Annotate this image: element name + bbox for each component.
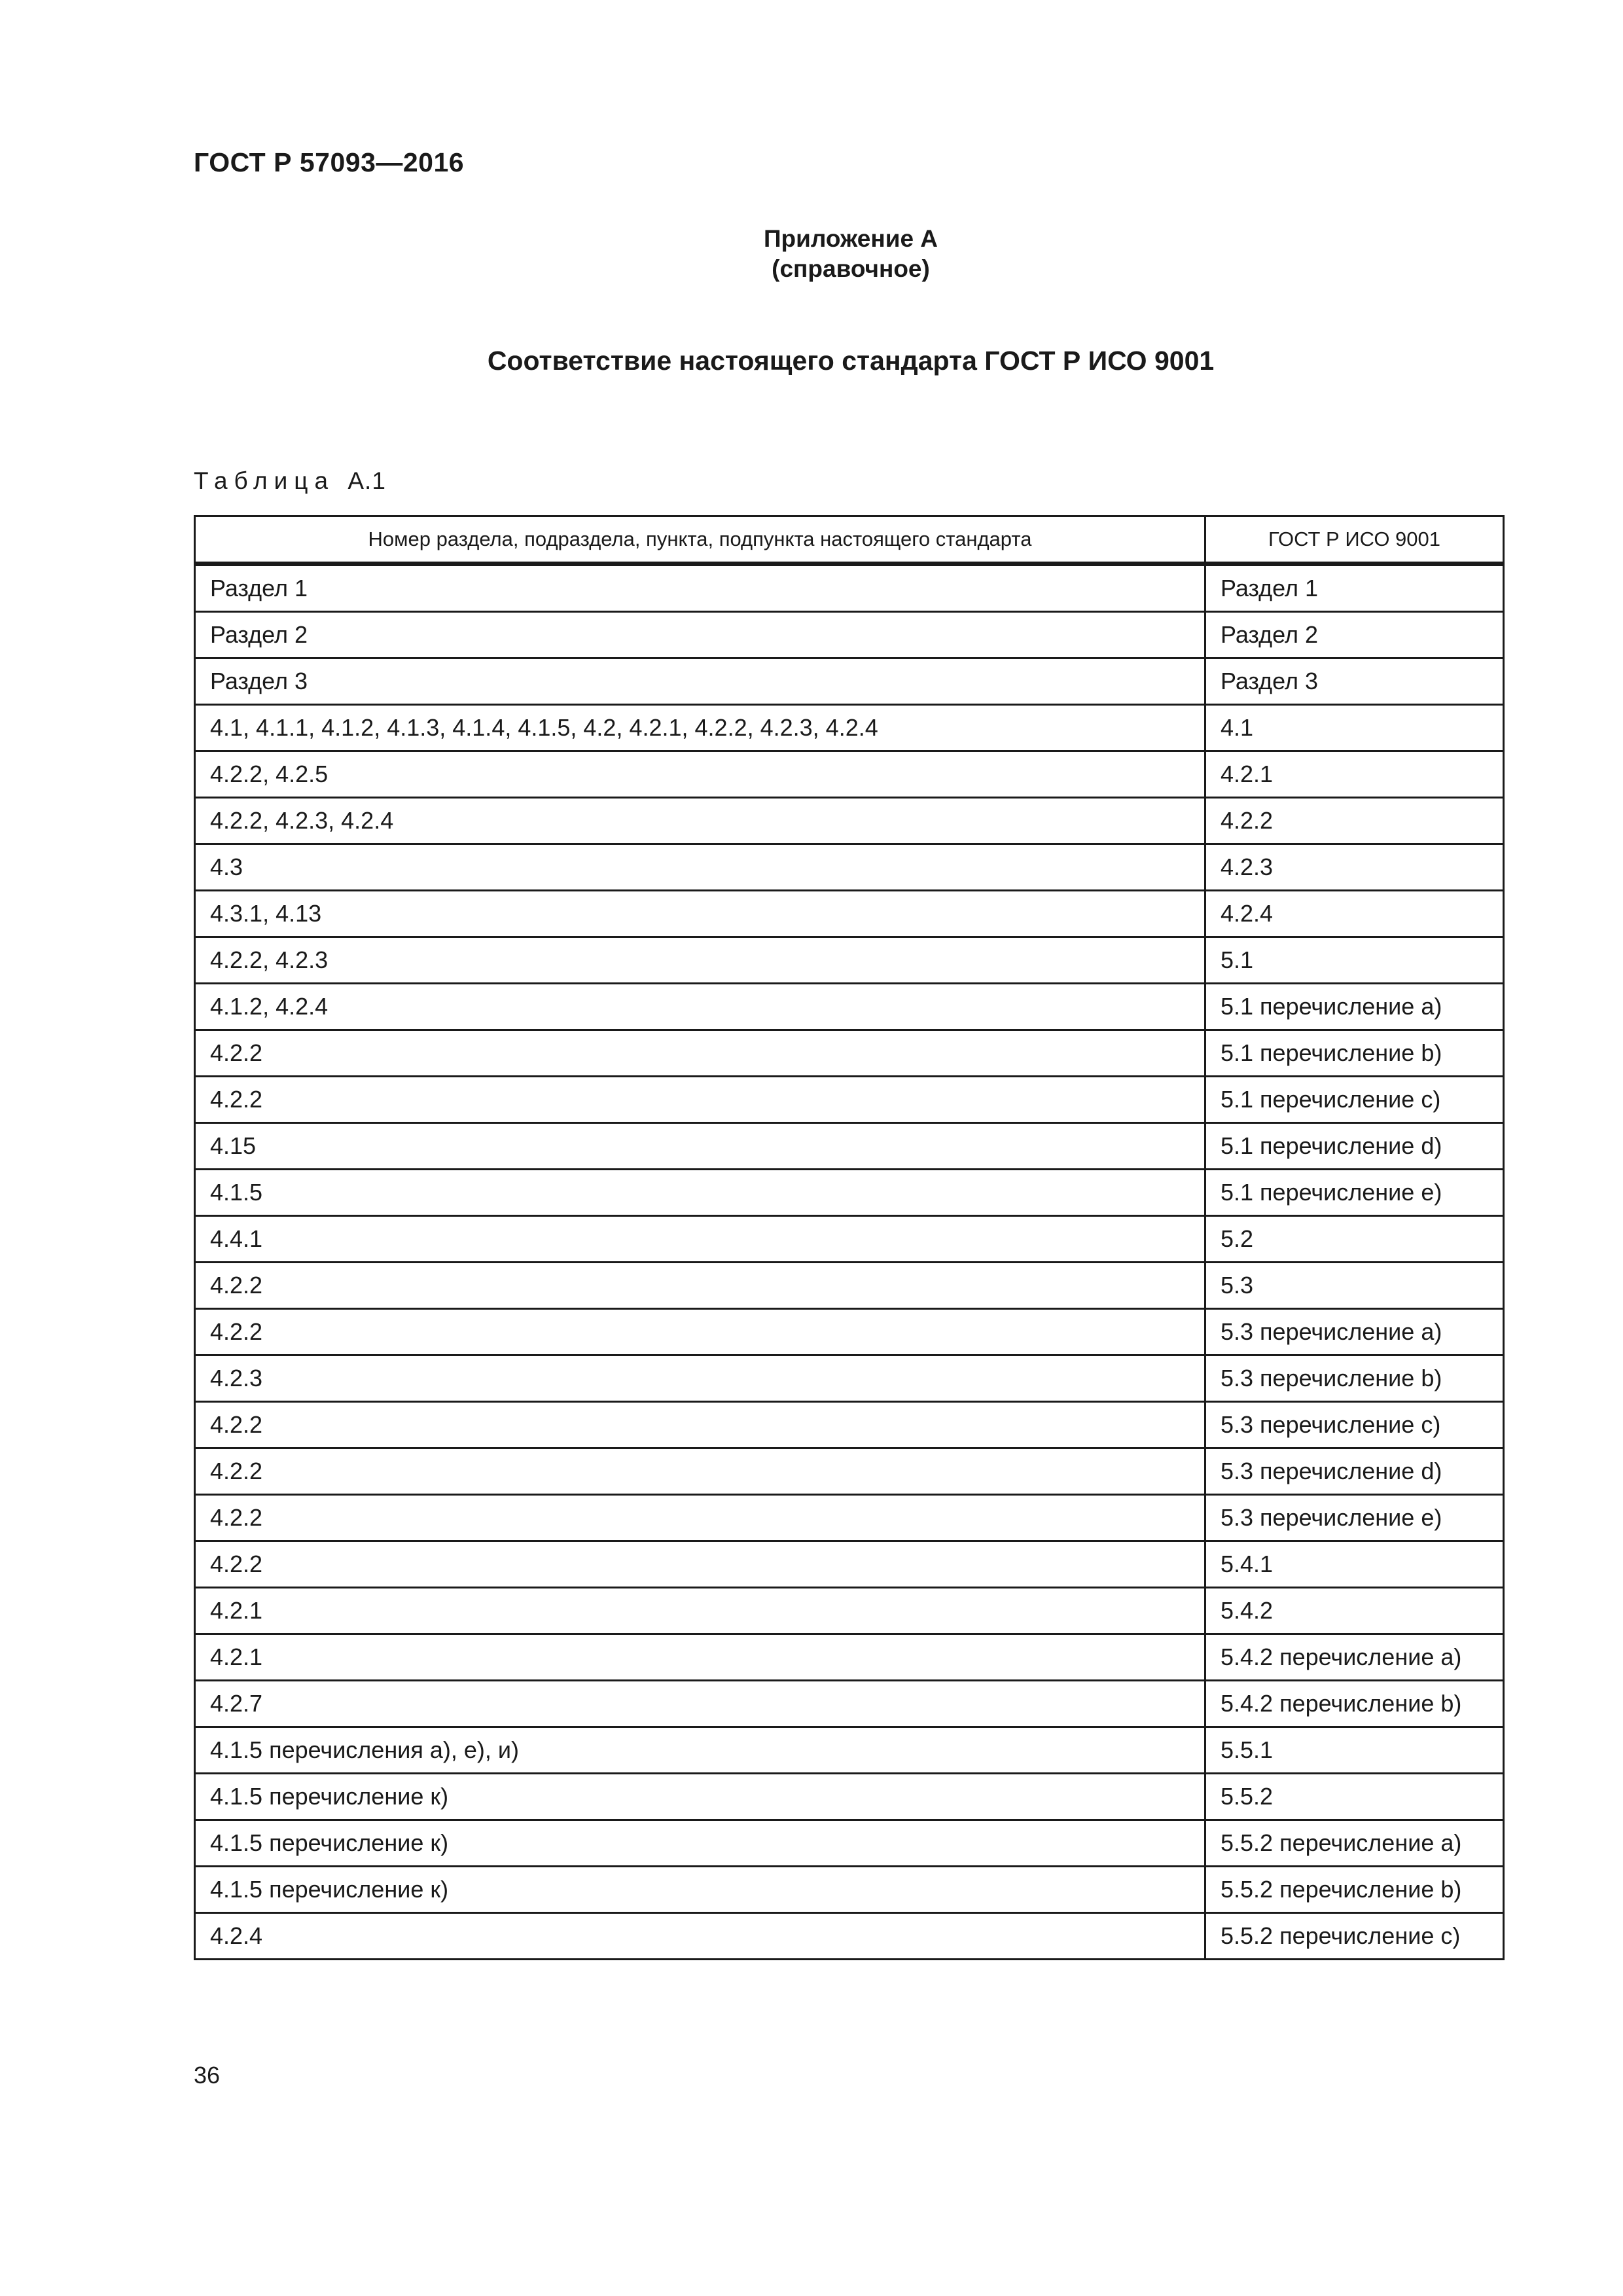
cell-iso-9001: 5.3 перечисление b) <box>1205 1355 1504 1402</box>
cell-iso-9001: 5.5.2 перечисление с) <box>1205 1913 1504 1960</box>
cell-iso-9001: 5.3 перечисление а) <box>1205 1309 1504 1355</box>
cell-this-standard: 4.2.7 <box>195 1681 1205 1727</box>
cell-iso-9001: 5.1 перечисление с) <box>1205 1077 1504 1123</box>
annex-label: Приложение А <box>763 225 938 252</box>
cell-iso-9001: 5.5.2 <box>1205 1774 1504 1820</box>
cell-this-standard: 4.1.5 перечисление к) <box>195 1867 1205 1913</box>
cell-iso-9001: 4.2.1 <box>1205 751 1504 798</box>
cell-this-standard: 4.2.2 <box>195 1495 1205 1541</box>
cell-iso-9001: Раздел 3 <box>1205 658 1504 705</box>
cell-iso-9001: Раздел 2 <box>1205 612 1504 658</box>
cell-iso-9001: 5.3 перечисление с) <box>1205 1402 1504 1448</box>
table-row <box>195 1588 1504 1634</box>
table-row <box>195 1867 1504 1913</box>
cell-this-standard: 4.1.5 перечисления а), е), и) <box>195 1727 1205 1774</box>
cell-iso-9001: 5.1 перечисление b) <box>1205 1030 1504 1077</box>
table-row <box>195 1030 1504 1077</box>
table-row <box>195 1170 1504 1216</box>
cell-this-standard: 4.2.2 <box>195 1402 1205 1448</box>
table-row <box>195 1123 1504 1170</box>
cell-this-standard: 4.2.1 <box>195 1588 1205 1634</box>
table-row <box>195 798 1504 844</box>
cell-iso-9001: 5.4.2 <box>1205 1588 1504 1634</box>
table-row <box>195 1495 1504 1541</box>
table-row <box>195 1309 1504 1355</box>
cell-iso-9001: 5.5.2 перечисление а) <box>1205 1820 1504 1867</box>
table-body <box>195 564 1504 1960</box>
cell-iso-9001: 5.4.1 <box>1205 1541 1504 1588</box>
correspondence-table <box>194 515 1505 1960</box>
table-row <box>195 751 1504 798</box>
cell-this-standard: 4.2.1 <box>195 1634 1205 1681</box>
table-row <box>195 658 1504 705</box>
cell-iso-9001: 5.3 <box>1205 1263 1504 1309</box>
cell-this-standard: 4.2.4 <box>195 1913 1205 1960</box>
cell-this-standard: Раздел 3 <box>195 658 1205 705</box>
cell-this-standard: Раздел 1 <box>195 564 1205 612</box>
table-row <box>195 705 1504 751</box>
table-row <box>195 984 1504 1030</box>
cell-iso-9001: 5.5.1 <box>1205 1727 1504 1774</box>
cell-this-standard: 4.1.5 перечисление к) <box>195 1774 1205 1820</box>
cell-iso-9001: 4.2.2 <box>1205 798 1504 844</box>
table-header-row <box>195 516 1504 564</box>
cell-iso-9001: 5.4.2 перечисление а) <box>1205 1634 1504 1681</box>
table-row <box>195 844 1504 891</box>
cell-this-standard: 4.2.2 <box>195 1077 1205 1123</box>
header-iso-9001: ГОСТ Р ИСО 9001 <box>1205 516 1504 564</box>
cell-this-standard: 4.2.2 <box>195 1541 1205 1588</box>
header-this-standard: Номер раздела, подраздела, пункта, подпункта настоящего стандарта <box>195 516 1205 564</box>
cell-iso-9001: Раздел 1 <box>1205 564 1504 612</box>
cell-iso-9001: 5.1 перечисление е) <box>1205 1170 1504 1216</box>
cell-this-standard: 4.15 <box>195 1123 1205 1170</box>
table-row <box>195 1402 1504 1448</box>
table-row <box>195 1216 1504 1263</box>
table-row <box>195 1634 1504 1681</box>
cell-iso-9001: 4.2.3 <box>1205 844 1504 891</box>
cell-iso-9001: 4.2.4 <box>1205 891 1504 937</box>
cell-this-standard: 4.2.2, 4.2.3, 4.2.4 <box>195 798 1205 844</box>
table-row <box>195 891 1504 937</box>
table-row <box>195 1820 1504 1867</box>
table-row <box>195 1727 1504 1774</box>
cell-iso-9001: 5.1 перечисление d) <box>1205 1123 1504 1170</box>
cell-this-standard: 4.2.2 <box>195 1448 1205 1495</box>
cell-this-standard: 4.2.2, 4.2.3 <box>195 937 1205 984</box>
cell-this-standard: 4.4.1 <box>195 1216 1205 1263</box>
table-row <box>195 1448 1504 1495</box>
cell-iso-9001: 5.3 перечисление е) <box>1205 1495 1504 1541</box>
table-row <box>195 1077 1504 1123</box>
cell-iso-9001: 5.2 <box>1205 1216 1504 1263</box>
cell-this-standard: 4.2.3 <box>195 1355 1205 1402</box>
cell-this-standard: 4.1.5 перечисление к) <box>195 1820 1205 1867</box>
cell-this-standard: 4.1.2, 4.2.4 <box>195 984 1205 1030</box>
cell-this-standard: 4.2.2 <box>195 1263 1205 1309</box>
cell-this-standard: 4.1.5 <box>195 1170 1205 1216</box>
annex-type: (справочное) <box>772 255 930 282</box>
cell-this-standard: 4.3 <box>195 844 1205 891</box>
table-caption-word: Таблица <box>194 467 335 494</box>
table-row <box>195 937 1504 984</box>
cell-this-standard: 4.2.2 <box>195 1030 1205 1077</box>
annex-title: Соответствие настоящего стандарта ГОСТ Р ИСО 9001 <box>487 346 1215 376</box>
annex-heading <box>0 224 1623 284</box>
table-row <box>195 1681 1504 1727</box>
table-row <box>195 612 1504 658</box>
cell-this-standard: 4.1, 4.1.1, 4.1.2, 4.1.3, 4.1.4, 4.1.5, 4.2, 4.2.1, 4.2.2, 4.2.3, 4.2.4 <box>195 705 1205 751</box>
cell-this-standard: Раздел 2 <box>195 612 1205 658</box>
table-row <box>195 1774 1504 1820</box>
document-code: ГОСТ Р 57093—2016 <box>194 147 465 177</box>
table-row <box>195 1263 1504 1309</box>
cell-iso-9001: 5.5.2 перечисление b) <box>1205 1867 1504 1913</box>
cell-iso-9001: 5.1 <box>1205 937 1504 984</box>
cell-iso-9001: 5.4.2 перечисление b) <box>1205 1681 1504 1727</box>
table-row <box>195 1541 1504 1588</box>
cell-this-standard: 4.2.2, 4.2.5 <box>195 751 1205 798</box>
table-row <box>195 1913 1504 1960</box>
table-row <box>195 564 1504 612</box>
cell-iso-9001: 5.1 перечисление а) <box>1205 984 1504 1030</box>
page-number: 36 <box>194 2062 221 2089</box>
table-row <box>195 1355 1504 1402</box>
table-caption <box>194 467 386 495</box>
cell-iso-9001: 5.3 перечисление d) <box>1205 1448 1504 1495</box>
cell-this-standard: 4.3.1, 4.13 <box>195 891 1205 937</box>
cell-this-standard: 4.2.2 <box>195 1309 1205 1355</box>
cell-iso-9001: 4.1 <box>1205 705 1504 751</box>
table-caption-number: А.1 <box>348 467 386 494</box>
